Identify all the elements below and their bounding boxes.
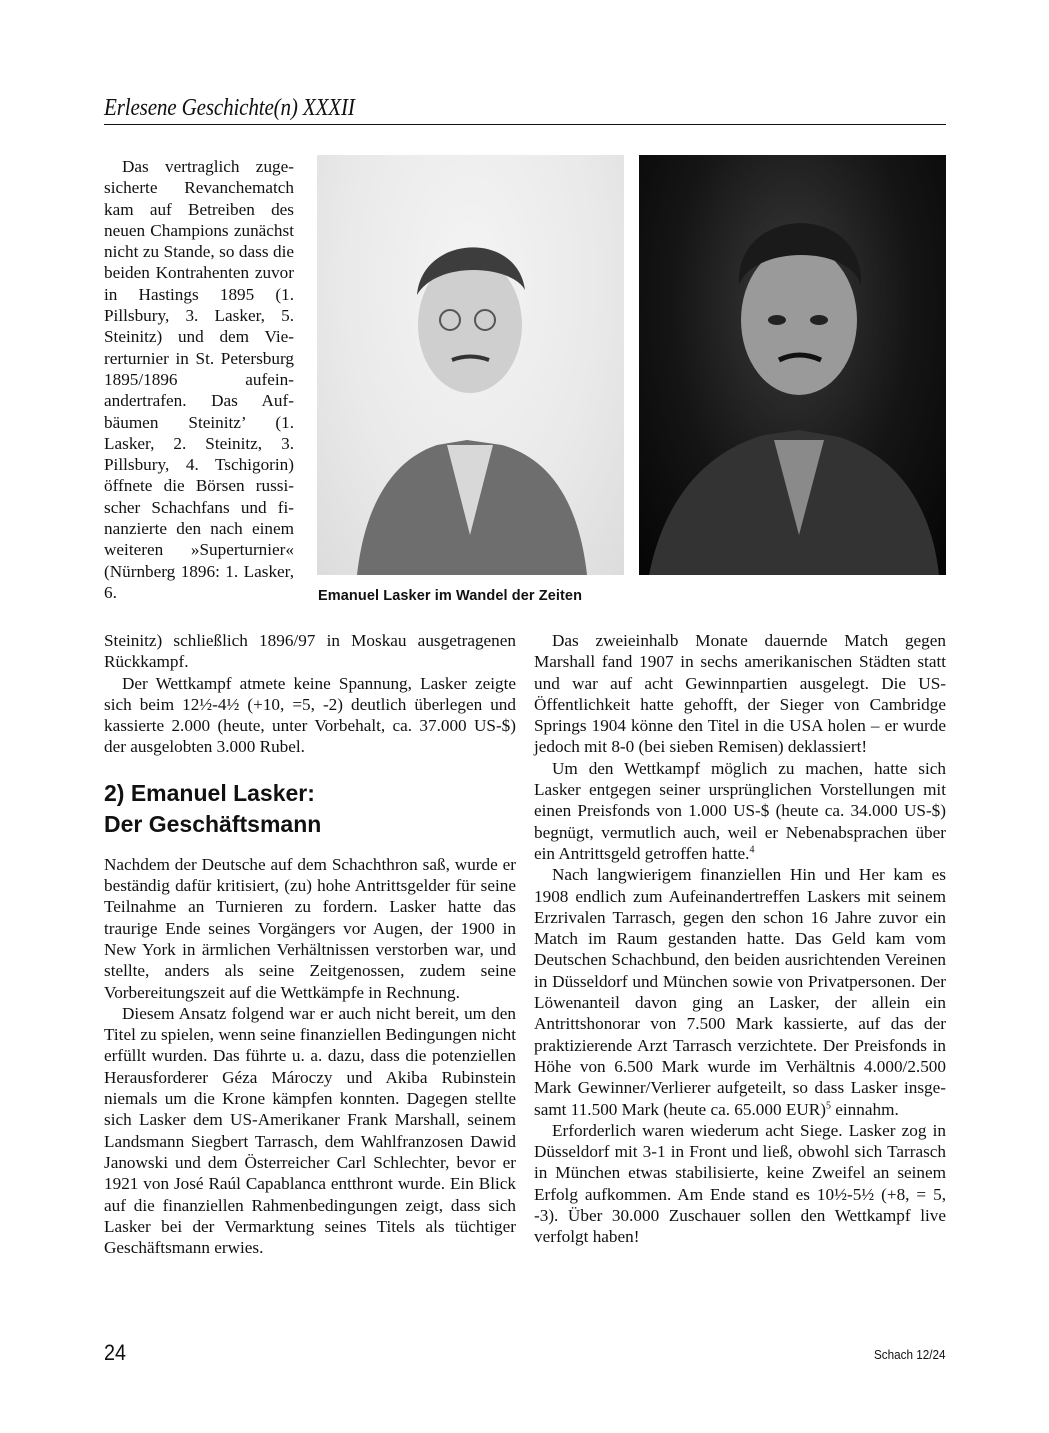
running-header	[104, 94, 946, 125]
body-paragraph: Das vertraglich zugesicherte Revanchematch kam auf Betreiben des neuen Champions zunächst nicht zu Stande, so dass die beiden Kontrahenten zuvor in Hastings 1895 (1. Pillsbury, 3. Lasker, 5. Steinitz) und dem Viererturnier in St. Petersburg 1895/1896 aufeinandertrafen. Das Aufbäumen Steinitz’ (1. Lasker, 2. Steinitz, 3. Pillsbury, 4. Tschigorin) öffnete die Börsen russischer Schachfans und finanzierte den nach einem weiteren »Superturnier« (Nürnberg 1896: 1. Lasker, 6.	[104, 157, 294, 602]
body-paragraph: Der Wettkampf atmete keine Spannung, Lasker zeigte sich beim 12½-4½ (+10, =5, -2) deutlich überlegen und kassierte 2.000 (heute, unter Vorbehalt, ca. 37.000 US-$) der ausgelobten 3.000 Rubel.	[104, 673, 516, 757]
narrow-text-column	[104, 156, 294, 603]
photo-older-lasker	[639, 155, 946, 575]
magazine-issue: Schach 12/24	[874, 1347, 946, 1362]
section-heading-line1: 2) Emanuel Lasker:	[104, 779, 315, 806]
body-paragraph: Das zweieinhalb Monate dauernde Match gegen Marshall fand 1907 in sechs amerikanischen Städten statt und war auf acht Gewinnpartien ausgelegt. Die US-Öffentlichkeit hatte gehofft, der Sieger von Cambridge Springs 1904 könne den Titel in die USA holen – er wurde jedoch mit 8-0 (bei sieben Remisen) deklassiert!	[534, 631, 946, 757]
photo-young-lasker	[317, 155, 624, 575]
paragraph-text: Um den Wettkampf möglich zu machen, hatte sich Lasker entgegen seiner ursprünglichen Vorstellungen mit einen Preisfonds von 1.000 US-$ (heute ca. 34.000 US-$) begnügt, vermutlich auch, weil er Nebenabsprachen über ein Antrittsgeld getroffen hatte.	[534, 758, 946, 863]
body-paragraph: Diesem Ansatz folgend war er auch nicht bereit, um den Titel zu spielen, wenn seine finanziellen Bedingungen nicht erfüllt wurden. Das führte u. a. dazu, dass die potenziellen Herausforderer Géza Mároczy und Akiba Rubinstein niemals um die Krone kämpfen konnten. Dagegen stellte sich Lasker dem US-Amerikaner Frank Marshall, seinem Landsmann Siegbert Tarrasch, dem Wahlfranzosen Dawid Janowski und dem Österreicher Carl Schlechter, bevor er 1921 von José Raúl Capablanca entthront wurde. Ein Blick auf die finanziellen Rahmenbedingungen zeigt, dass sich Lasker bei der Vermarktung seines Titels als tüchtiger Geschäftsmann erwies.	[104, 1003, 516, 1258]
right-text-column	[534, 630, 946, 1248]
section-heading	[104, 778, 516, 840]
figure-caption: Emanuel Lasker im Wandel der Zeiten	[318, 588, 583, 604]
paragraph-text: Nach langwierigem finanziellen Hin und Her kam es 1908 endlich zum Aufeinandertreffen Laskers mit seinem Erzrivalen Tarrasch, gegen den schon 16 Jahre zuvor ein Match im Raum gestanden hatte. Das Geld kam vom Deutschen Schachbund, den beiden ausrichtenden Vereinen in Düsseldorf und München sowie von Privatpersonen. Der Löwenanteil davon ging an Lasker, der allein ein Antrittshonorar von 7.500 Mark kassierte, auf das der praktizierende Arzt Tarrasch verzichtete. Der Preisfonds in Höhe von 6.500 Mark wurde im Verhältnis 4.000/2.500 Mark Gewinner/Verlierer aufgeteilt, so dass Lasker insgesamt 11.500 Mark (heute ca. 65.000 EUR)	[534, 865, 946, 1119]
running-header-title: Erlesene Geschichte(n) XXXII	[104, 95, 355, 121]
body-paragraph: Nachdem der Deutsche auf dem Schachthron saß, wurde er beständig dafür kritisiert, (zu) hohe Antrittsgelder für seine Teilnahme an Turnieren zu fordern. Lasker hatte das traurige Ende seines Vorgängers vor Augen, der 1900 in New York in ärmlichen Verhältnissen verstorben war, und stellte, anders als seine Zeitgenossen, zudem seine Vorbereitungszeit auf die Wettkämpfe in Rechnung.	[104, 854, 516, 1002]
page-number: 24	[104, 1340, 127, 1365]
body-paragraph-continuation: Steinitz) schließlich 1896/97 in Moskau ausgetragenen Rückkampf.	[104, 631, 516, 672]
body-paragraph: Erforderlich waren wiederum acht Siege. Lasker zog in Düsseldorf mit 3-1 in Front und ließ, obwohl sich Tarrasch in München etwas stabilisierte, keine Zweifel an seinem Erfolg aufkommen. Am Ende stand es 10½-5½ (+8, = 5, -3). Über 30.000 Zuschauer sollen den Wettkampf live verfolgt haben!	[534, 1120, 946, 1247]
left-text-column	[104, 630, 516, 1258]
portrait-young-icon	[317, 155, 624, 575]
body-paragraph	[534, 758, 946, 864]
portrait-older-icon	[639, 155, 946, 575]
footnote-marker: 5	[825, 1099, 831, 1111]
footnote-marker: 4	[749, 844, 755, 856]
paragraph-text-end: einnahm.	[830, 1099, 899, 1119]
body-paragraph	[534, 864, 946, 1120]
section-heading-line2: Der Geschäftsmann	[104, 810, 322, 837]
